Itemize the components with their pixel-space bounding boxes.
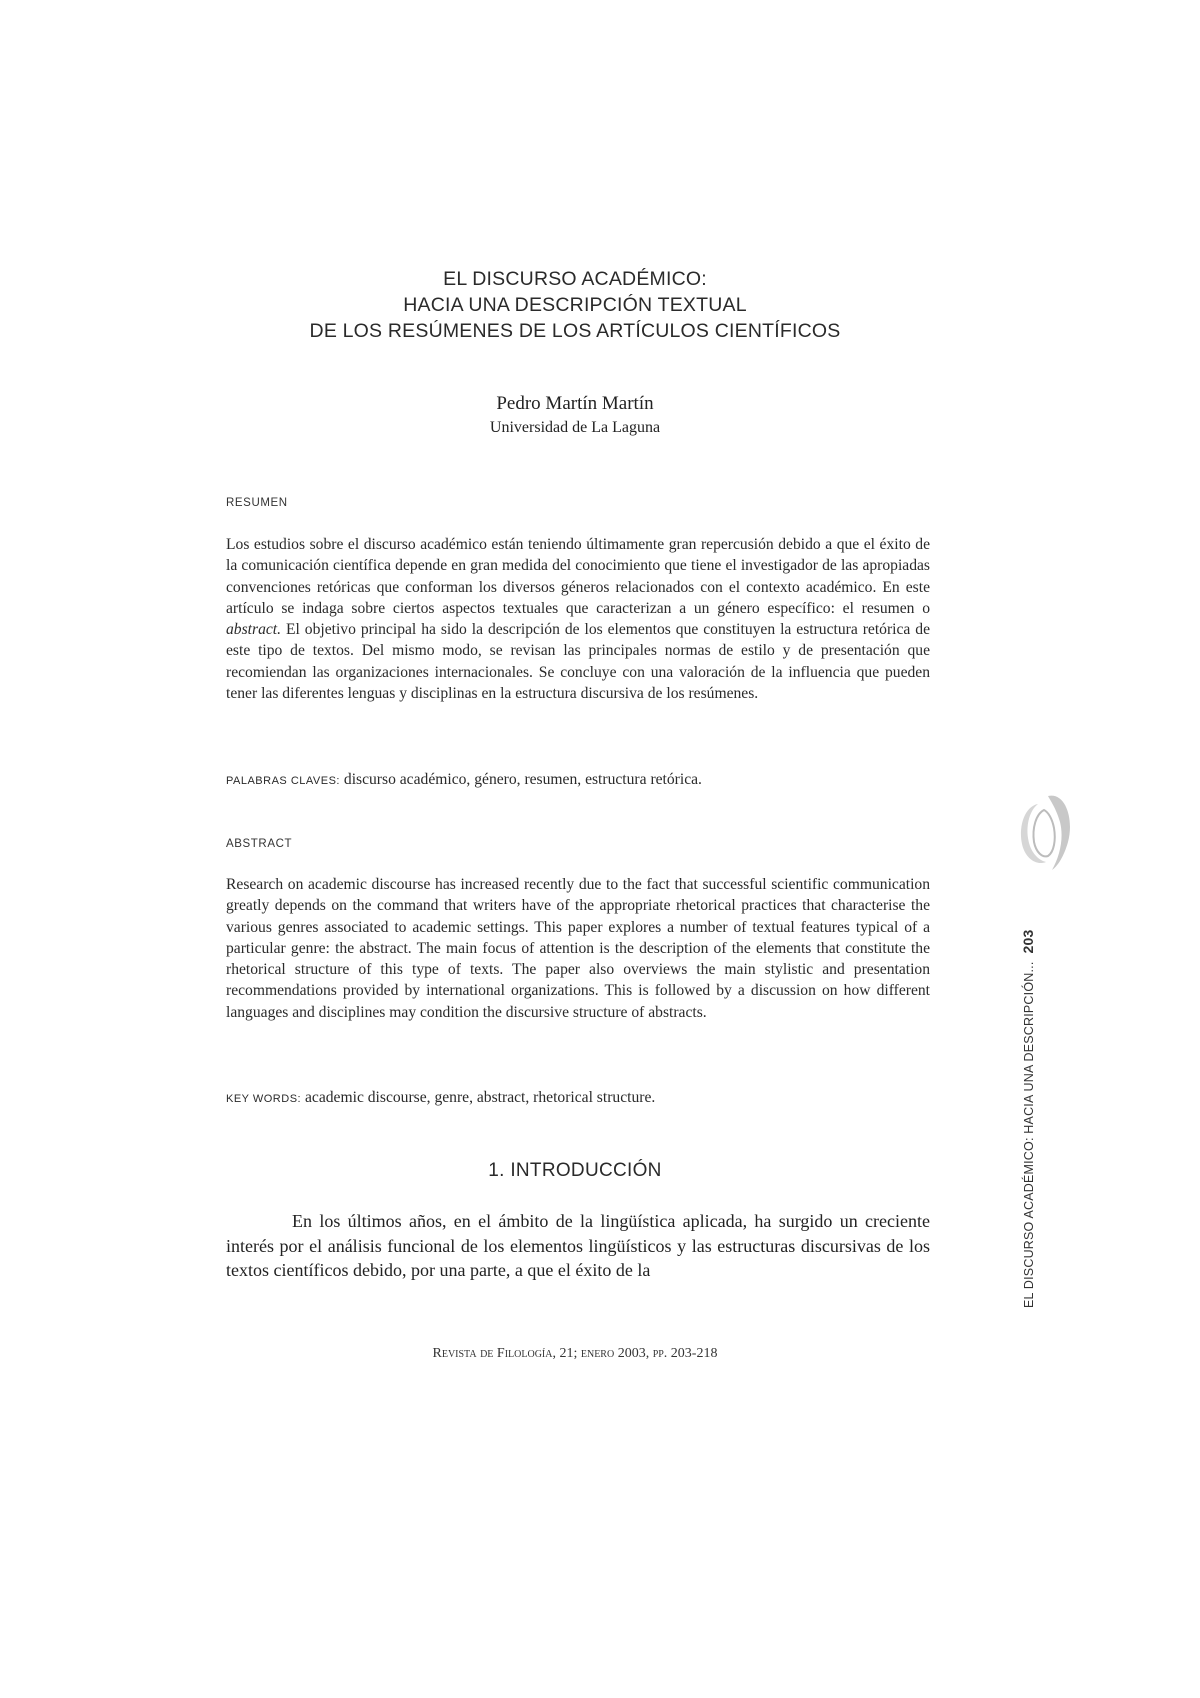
abstract-keywords [226,1087,930,1110]
article-title [0,266,1150,344]
author-affiliation: Universidad de La Laguna [489,419,661,436]
title-line-1: EL DISCURSO ACADÉMICO: [443,268,707,290]
resumen-heading: RESUMEN [226,497,288,509]
abstract-keywords-label: KEY WORDS: [226,1093,302,1105]
journal-swirl-logo-icon [1008,790,1072,872]
title-line-3: DE LOS RESÚMENES DE LOS ARTÍCULOS CIENTÍFICOS [309,320,841,342]
resumen-text [226,534,930,704]
journal-citation: Revista de Filología, 21; enero 2003, pp. 203-218 [432,1346,718,1361]
resumen-italic-term: abstract. [226,621,282,639]
resumen-text-part-2: El objetivo principal ha sido la descripción de los elementos que constituyen la estructura retórica de este tipo de textos. Del mismo modo, se revisan las principales normas de estilo y de presentación que recomiendan las organizaciones internacionales. Se concluye con una valoración de la influencia que pueden tener las diferentes lenguas y disciplinas en la estructura discursiva de los resúmenes. [226,621,930,703]
intro-paragraph: En los últimos años, en el ámbito de la lingüística aplicada, ha surgido un creciente interés por el análisis funcional de los elementos lingüísticos y las estructuras discursivas de los textos científicos debido, por una parte, a que el éxito de la [226,1211,930,1280]
resumen-keywords-text: discurso académico, género, resumen, estructura retórica. [343,771,702,788]
intro-heading: 1. INTRODUCCIÓN [488,1160,662,1181]
resumen-keywords-label: PALABRAS CLAVES: [226,775,340,787]
abstract-heading: ABSTRACT [226,838,293,850]
abstract-text: Research on academic discourse has increased recently due to the fact that successful scientific communication greatly depends on the command that writers have of the appropriate rhetorical practices that characterise the various genres associated to academic settings. This paper explores a number of textual features typical of a particular genre: the abstract. The main focus of attention is the description of the elements that constitute the rhetorical structure of this type of texts. The paper also overviews the main stylistic and presentation recommendations provided by international organizations. This is followed by a discussion on how different languages and disciplines may condition the discursive structure of abstracts. [226,876,930,1021]
page-number: 203 [1020,929,1036,954]
resumen-keywords [226,769,930,792]
side-running-head [1016,868,1040,1308]
abstract-keywords-text: academic discourse, genre, abstract, rhetorical structure. [305,1089,656,1106]
resumen-text-part-1: Los estudios sobre el discurso académico están teniendo últimamente gran repercusión debido a que el éxito de la comunicación científica depende en gran medida del conocimiento que tiene el investigador de las apropiadas convenciones retóricas que conforman los diversos géneros relacionados con el contexto académico. En este artículo se indaga sobre ciertos aspectos textuales que caracterizan a un género específico: el resumen o [226,536,930,617]
author-name: Pedro Martín Martín [496,393,654,414]
running-head-text: EL DISCURSO ACADÉMICO: HACIA UNA DESCRIPCIÓN... [1022,961,1036,1308]
title-line-2: HACIA UNA DESCRIPCIÓN TEXTUAL [403,294,747,316]
